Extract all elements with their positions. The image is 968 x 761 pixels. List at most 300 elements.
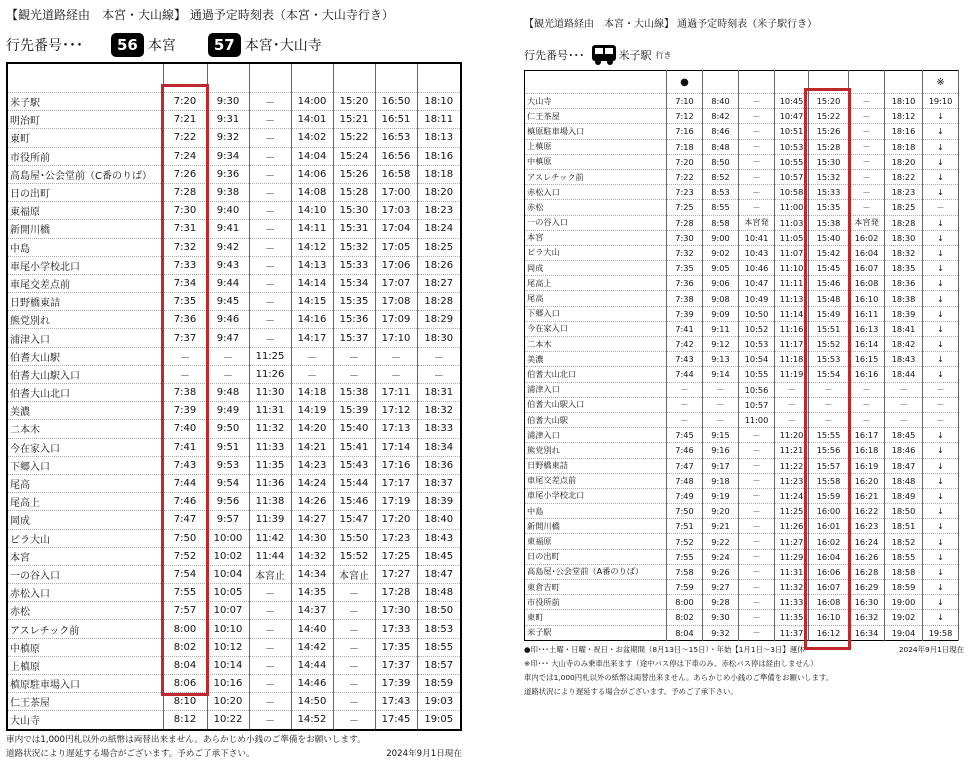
departure-time: 17:05 — [375, 238, 417, 256]
departure-time: 14:16 — [291, 311, 333, 329]
departure-time: － — [249, 311, 291, 329]
departure-time: － — [249, 693, 291, 711]
departure-time: 17:09 — [375, 311, 417, 329]
departure-time: 15:30 — [333, 202, 375, 220]
departure-time: ↓ — [923, 261, 959, 276]
departure-time: 9:30 — [207, 93, 249, 111]
departure-time: 9:14 — [703, 367, 739, 382]
departure-time: 9:26 — [703, 564, 739, 579]
departure-time: 7:38 — [667, 291, 703, 306]
departure-time: － — [333, 656, 375, 674]
departure-time: 18:57 — [417, 656, 461, 674]
departure-time: 16:12 — [809, 625, 849, 640]
departure-time: 9:00 — [703, 230, 739, 245]
table-row — [7, 456, 461, 474]
departure-time: 7:12 — [667, 109, 703, 124]
departure-time: － — [249, 129, 291, 147]
stop-name: 今在家入口 — [525, 321, 667, 336]
departure-time: 7:38 — [163, 384, 207, 402]
departure-time: 16:10 — [809, 610, 849, 625]
departure-time: － — [775, 382, 809, 397]
departure-time: 15:56 — [809, 443, 849, 458]
departure-time: 18:20 — [417, 183, 461, 201]
departure-time: 9:21 — [703, 519, 739, 534]
header-cell: ● — [667, 71, 703, 94]
table-row — [525, 519, 959, 534]
departure-time: ↓ — [923, 458, 959, 473]
departure-time: 16:30 — [849, 595, 885, 610]
stop-name: 岡成 — [525, 261, 667, 276]
stop-name: 日野橋東詰 — [7, 293, 163, 311]
stop-name: 伯耆大山駅入口 — [7, 365, 163, 383]
departure-time: 7:57 — [163, 602, 207, 620]
departure-time: 10:55 — [739, 367, 775, 382]
departure-time: 18:32 — [417, 402, 461, 420]
table-row — [525, 458, 959, 473]
departure-time: － — [249, 638, 291, 656]
departure-time: 10:57 — [775, 169, 809, 184]
departure-time: － — [739, 625, 775, 640]
departure-time: 9:42 — [207, 238, 249, 256]
departure-time: 11:17 — [775, 337, 809, 352]
departure-time: 10:22 — [207, 711, 249, 730]
table-row — [7, 511, 461, 529]
departure-time: 15:35 — [809, 200, 849, 215]
table-row — [525, 534, 959, 549]
departure-time: 18:40 — [417, 511, 461, 529]
departure-time: 16:20 — [849, 473, 885, 488]
departure-time: 18:45 — [417, 547, 461, 565]
departure-time: 18:58 — [885, 564, 923, 579]
stop-name: 東福原 — [525, 534, 667, 549]
departure-time: 15:34 — [333, 274, 375, 292]
departure-time: 14:26 — [291, 493, 333, 511]
header-cell — [775, 71, 809, 94]
departure-time: － — [739, 610, 775, 625]
departure-time: － — [249, 111, 291, 129]
departure-time: － — [849, 154, 885, 169]
departure-time: 15:32 — [333, 238, 375, 256]
departure-time: 18:28 — [417, 293, 461, 311]
departure-time: 10:04 — [207, 565, 249, 583]
departure-time: 9:38 — [207, 183, 249, 201]
departure-time: － — [249, 711, 291, 730]
stop-name: 本宮 — [525, 230, 667, 245]
departure-time: 15:20 — [333, 93, 375, 111]
header-cell — [291, 63, 333, 93]
departure-time: 9:11 — [703, 321, 739, 336]
departure-time: 15:22 — [809, 109, 849, 124]
departure-time: 11:38 — [249, 493, 291, 511]
header-cell — [375, 63, 417, 93]
departure-time: 14:17 — [291, 329, 333, 347]
departure-time: ↓ — [923, 306, 959, 321]
departure-time: 14:12 — [291, 238, 333, 256]
departure-time: 15:51 — [809, 321, 849, 336]
stop-name: 伯耆大山北口 — [7, 384, 163, 402]
stop-name: 仁王茶屋 — [525, 109, 667, 124]
departure-time: 7:21 — [163, 111, 207, 129]
departure-time: － — [885, 382, 923, 397]
header-cell — [333, 63, 375, 93]
departure-time: 18:16 — [417, 147, 461, 165]
departure-time: 19:03 — [417, 693, 461, 711]
departure-time: 15:31 — [333, 220, 375, 238]
stop-name: 東町 — [7, 129, 163, 147]
departure-time: － — [249, 202, 291, 220]
departure-time: － — [809, 382, 849, 397]
departure-time: － — [739, 200, 775, 215]
departure-time: 7:55 — [163, 584, 207, 602]
stop-name: 尾高上 — [525, 276, 667, 291]
departure-time: 10:41 — [739, 230, 775, 245]
departure-time: 7:49 — [667, 488, 703, 503]
departure-time: 17:23 — [375, 529, 417, 547]
departure-time: 9:40 — [207, 202, 249, 220]
stop-name: 赤松 — [7, 602, 163, 620]
table-row — [7, 638, 461, 656]
departure-time: 15:26 — [809, 124, 849, 139]
departure-time: 7:44 — [163, 474, 207, 492]
departure-time: ↓ — [923, 291, 959, 306]
departure-time: － — [667, 397, 703, 412]
header-cell — [417, 63, 461, 93]
departure-time: － — [703, 397, 739, 412]
departure-time: 16:22 — [849, 504, 885, 519]
departure-time: － — [249, 656, 291, 674]
stop-name: 中島 — [525, 504, 667, 519]
departure-time: － — [739, 504, 775, 519]
table-row — [7, 147, 461, 165]
departure-time: 7:50 — [163, 529, 207, 547]
departure-time: 10:00 — [207, 529, 249, 547]
departure-time: 11:33 — [249, 438, 291, 456]
departure-time: 7:24 — [163, 147, 207, 165]
stop-name: 赤松入口 — [525, 185, 667, 200]
departure-time: 18:39 — [885, 306, 923, 321]
departure-time: ↓ — [923, 534, 959, 549]
departure-time: 15:38 — [809, 215, 849, 230]
departure-time: 9:41 — [207, 220, 249, 238]
departure-time: 18:31 — [417, 384, 461, 402]
stop-name: 東福原 — [7, 202, 163, 220]
departure-time: 9:19 — [703, 488, 739, 503]
departure-time: 18:47 — [417, 565, 461, 583]
departure-time: 17:19 — [375, 493, 417, 511]
departure-time: 11:36 — [249, 474, 291, 492]
departure-time: 18:30 — [417, 329, 461, 347]
departure-time: 15:39 — [333, 402, 375, 420]
departure-time: 17:25 — [375, 547, 417, 565]
departure-time: 15:35 — [333, 293, 375, 311]
departure-time: 18:49 — [885, 488, 923, 503]
table-row — [525, 504, 959, 519]
stop-name: 新開川橋 — [525, 519, 667, 534]
departure-time: 15:49 — [809, 306, 849, 321]
table-row — [7, 111, 461, 129]
departure-time: － — [739, 549, 775, 564]
departure-time: － — [249, 329, 291, 347]
departure-time: 16:15 — [849, 352, 885, 367]
departure-time: 17:14 — [375, 438, 417, 456]
timetable-grid — [6, 62, 462, 731]
departure-time: － — [849, 412, 885, 427]
departure-time: 7:30 — [667, 230, 703, 245]
departure-time: 14:11 — [291, 220, 333, 238]
departure-time: 10:58 — [775, 185, 809, 200]
stop-name: 中槙原 — [525, 154, 667, 169]
departure-time: 10:10 — [207, 620, 249, 638]
departure-time: 9:18 — [703, 473, 739, 488]
departure-time: 15:46 — [333, 493, 375, 511]
departure-time: 19:00 — [885, 595, 923, 610]
table-row — [7, 693, 461, 711]
destination-suffix: 行き — [655, 50, 672, 60]
table-row — [7, 183, 461, 201]
departure-time: 8:06 — [163, 675, 207, 693]
stop-name: 大山寺 — [525, 94, 667, 109]
departure-time: 15:52 — [809, 337, 849, 352]
departure-time: 7:20 — [163, 93, 207, 111]
table-row — [525, 352, 959, 367]
destination-label: 行先番号･･･ — [6, 38, 83, 54]
departure-time: 11:03 — [775, 215, 809, 230]
departure-time: 17:04 — [375, 220, 417, 238]
departure-time: ↓ — [923, 215, 959, 230]
stop-name: 本宮 — [7, 547, 163, 565]
stop-name: 車尾小学校北口 — [7, 256, 163, 274]
departure-time: 18:23 — [417, 202, 461, 220]
departure-time: 18:22 — [885, 169, 923, 184]
departure-time: 18:20 — [885, 154, 923, 169]
departure-time: ↓ — [923, 519, 959, 534]
departure-time: 9:30 — [703, 610, 739, 625]
header-cell — [885, 71, 923, 94]
departure-time: 9:48 — [207, 384, 249, 402]
table-row — [525, 94, 959, 109]
departure-time: 17:06 — [375, 256, 417, 274]
departure-time: ↓ — [923, 230, 959, 245]
departure-time: 9:27 — [703, 580, 739, 595]
departure-time: 18:13 — [417, 129, 461, 147]
departure-time: 11:31 — [775, 564, 809, 579]
table-row — [525, 306, 959, 321]
departure-time: ↓ — [923, 564, 959, 579]
departure-time: 17:39 — [375, 675, 417, 693]
departure-time: 10:20 — [207, 693, 249, 711]
departure-time: ↓ — [923, 549, 959, 564]
footer-note: 車内では1,000円札以外の紙幣は両替出来ません。あらかじめ小銭のご準備をお願いします。 — [524, 672, 834, 682]
stop-name: 下郷入口 — [7, 456, 163, 474]
departure-time: 18:42 — [885, 337, 923, 352]
departure-time: 18:46 — [885, 443, 923, 458]
departure-time: 17:00 — [375, 183, 417, 201]
departure-time: 9:44 — [207, 274, 249, 292]
departure-time: 7:52 — [667, 534, 703, 549]
departure-time: 10:16 — [207, 675, 249, 693]
departure-time: 16:32 — [849, 610, 885, 625]
table-row — [525, 443, 959, 458]
departure-time: － — [849, 139, 885, 154]
stop-name: 浦津入口 — [7, 329, 163, 347]
stop-name: 車尾交差点前 — [7, 274, 163, 292]
departure-time: － — [739, 458, 775, 473]
departure-time: 15:28 — [333, 183, 375, 201]
departure-time: 11:24 — [775, 488, 809, 503]
departure-time: 14:50 — [291, 693, 333, 711]
departure-time: 15:33 — [809, 185, 849, 200]
departure-time: ↓ — [923, 473, 959, 488]
stop-name: 赤松入口 — [7, 584, 163, 602]
destination-row — [6, 28, 462, 62]
departure-time: 14:44 — [291, 656, 333, 674]
departure-time: 14:04 — [291, 147, 333, 165]
stop-name: 新開川橋 — [7, 220, 163, 238]
departure-time: 18:50 — [885, 504, 923, 519]
departure-time: － — [667, 412, 703, 427]
departure-time: 15:48 — [809, 291, 849, 306]
stop-name: 中槙原 — [7, 638, 163, 656]
departure-time: 7:39 — [667, 306, 703, 321]
table-row — [525, 549, 959, 564]
departure-time: 18:41 — [885, 321, 923, 336]
departure-time: 7:34 — [163, 274, 207, 292]
departure-time: 16:02 — [809, 534, 849, 549]
departure-time: － — [739, 488, 775, 503]
header-cell — [739, 71, 775, 94]
departure-time: 9:50 — [207, 420, 249, 438]
stop-name: 熊党別れ — [7, 311, 163, 329]
stop-name: 明治町 — [7, 111, 163, 129]
timetable-outbound — [6, 6, 462, 761]
departure-time: － — [333, 584, 375, 602]
table-row — [7, 165, 461, 183]
table-row — [7, 329, 461, 347]
departure-time: 14:01 — [291, 111, 333, 129]
table-row — [7, 274, 461, 292]
departure-time: － — [849, 124, 885, 139]
departure-time: － — [923, 412, 959, 427]
departure-time: 11:16 — [775, 321, 809, 336]
departure-time: 16:01 — [809, 519, 849, 534]
departure-time: 9:32 — [703, 625, 739, 640]
stop-name: 浦津入口 — [525, 382, 667, 397]
departure-time: 17:11 — [375, 384, 417, 402]
departure-time: － — [333, 638, 375, 656]
departure-time: 7:37 — [163, 329, 207, 347]
departure-time: 11:31 — [249, 402, 291, 420]
departure-time: － — [849, 200, 885, 215]
departure-time: － — [849, 382, 885, 397]
departure-time: 15:38 — [333, 384, 375, 402]
departure-time: 16:11 — [849, 306, 885, 321]
stop-name: 二本木 — [525, 337, 667, 352]
departure-time: 16:56 — [375, 147, 417, 165]
route-number-badge: 56 — [111, 33, 144, 57]
stop-name: 尾高 — [525, 291, 667, 306]
departure-time: 16:28 — [849, 564, 885, 579]
departure-time: 10:54 — [739, 352, 775, 367]
table-row — [7, 584, 461, 602]
departure-time: － — [333, 365, 375, 383]
departure-time: － — [375, 347, 417, 365]
header-row — [7, 63, 461, 93]
table-row — [7, 474, 461, 492]
departure-time: 9:05 — [703, 261, 739, 276]
departure-time: 9:28 — [703, 595, 739, 610]
table-row — [525, 109, 959, 124]
header-cell — [7, 63, 163, 93]
departure-time: 15:54 — [809, 367, 849, 382]
table-row — [7, 365, 461, 383]
departure-time: 18:47 — [885, 458, 923, 473]
stop-name: 米子駅 — [7, 93, 163, 111]
departure-time: 17:37 — [375, 656, 417, 674]
table-row — [525, 397, 959, 412]
footer-note: ●印･･･土曜・日曜・祝日・お盆期間（8月13日～15日）・年始【1月1日～3日】運休 — [524, 644, 805, 654]
departure-time: 11:27 — [775, 534, 809, 549]
stop-name: 尾高 — [7, 474, 163, 492]
table-row — [7, 547, 461, 565]
departure-time: － — [333, 711, 375, 730]
departure-time: 11:32 — [775, 580, 809, 595]
departure-time: 17:16 — [375, 456, 417, 474]
departure-time: 15:55 — [809, 428, 849, 443]
departure-time: 17:45 — [375, 711, 417, 730]
stop-name: 槙原駐車場入口 — [525, 124, 667, 139]
departure-time: 14:18 — [291, 384, 333, 402]
departure-time: 8:48 — [703, 139, 739, 154]
departure-time: － — [249, 620, 291, 638]
departure-time: 7:40 — [163, 420, 207, 438]
header-cell — [809, 71, 849, 94]
stop-name: 伯耆大山駅 — [7, 347, 163, 365]
departure-time: 18:53 — [417, 620, 461, 638]
departure-time: 10:14 — [207, 656, 249, 674]
departure-time: 7:48 — [667, 473, 703, 488]
departure-time: 11:30 — [249, 384, 291, 402]
departure-time: ↓ — [923, 169, 959, 184]
departure-time: 15:20 — [809, 94, 849, 109]
departure-time: － — [417, 365, 461, 383]
stop-name: 大山寺 — [7, 711, 163, 730]
table-row — [7, 529, 461, 547]
departure-time: ↓ — [923, 154, 959, 169]
stop-name: 米子駅 — [525, 625, 667, 640]
departure-time: 11:21 — [775, 443, 809, 458]
departure-time: 9:20 — [703, 504, 739, 519]
header-cell — [163, 63, 207, 93]
departure-time: － — [739, 124, 775, 139]
table-row — [525, 488, 959, 503]
departure-time: － — [775, 397, 809, 412]
departure-time: 11:05 — [775, 230, 809, 245]
departure-time: 9:12 — [703, 337, 739, 352]
departure-time: 10:07 — [207, 602, 249, 620]
departure-time: ↓ — [923, 276, 959, 291]
departure-time: 16:53 — [375, 129, 417, 147]
departure-time: 7:47 — [667, 458, 703, 473]
departure-time: 7:28 — [163, 183, 207, 201]
departure-time: 7:59 — [667, 580, 703, 595]
departure-time: － — [163, 347, 207, 365]
departure-time: 14:10 — [291, 202, 333, 220]
departure-time: 7:50 — [667, 504, 703, 519]
route-destination: 本宮 — [147, 38, 176, 54]
departure-time: － — [249, 602, 291, 620]
table-row — [525, 412, 959, 427]
departure-time: ↓ — [923, 321, 959, 336]
